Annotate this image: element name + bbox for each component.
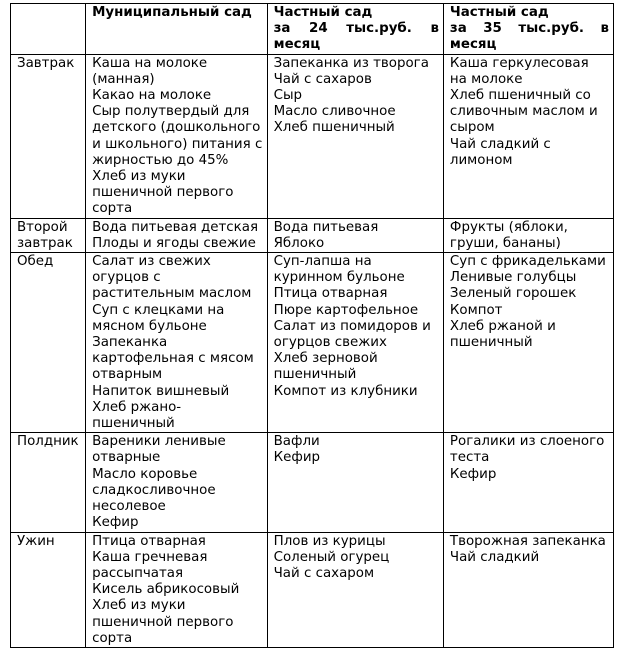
table-row — [11, 433, 614, 532]
header-private-24-line2 — [274, 21, 439, 37]
menu-item: Сыр полутвердый для детского (дошкольного и школьного) питания с жирностью до 45% — [92, 104, 263, 168]
menu-item: Хлеб пшеничный со сливочным маслом и сыром — [449, 88, 598, 136]
menu-item: Пюре картофельное — [273, 302, 419, 318]
menu-item: Хлеб ржаной и пшеничный — [449, 318, 556, 351]
private-35-cell — [443, 54, 613, 218]
header-municipal-label: Муниципальный сад — [92, 5, 252, 20]
header-private-35-word: за — [449, 21, 467, 37]
menu-item: Рогалики из слоеного теста — [449, 434, 605, 466]
header-private-35-word: 35 — [483, 21, 502, 37]
menu-item: Салат из свежих огурцов с растительным маслом — [92, 254, 252, 302]
header-private-35 — [443, 4, 613, 55]
menu-item: Хлеб из муки пшеничной первого сорта — [92, 598, 234, 646]
header-private-24-word: за — [273, 21, 291, 37]
menu-item: Вафли — [273, 434, 320, 450]
menu-item: Кисель абрикосовый — [92, 582, 240, 598]
menu-item: Вода питьевая — [273, 219, 379, 235]
menu-item: Кефир — [449, 466, 497, 482]
menu-item: Плов из курицы — [273, 533, 386, 549]
menu-item: Соленый огурец — [273, 549, 390, 565]
menu-item: Напиток вишневый — [92, 383, 230, 399]
meal-name-cell — [11, 433, 86, 532]
menu-item: Кефир — [273, 450, 321, 466]
header-private-35-word: тыс.руб. — [518, 21, 585, 37]
meal-name: Полдник — [17, 434, 79, 450]
private-24-cell — [267, 218, 443, 252]
meal-name: Второй завтрак — [17, 219, 73, 251]
header-private-35-line2 — [450, 21, 609, 37]
private-35-cell — [443, 433, 613, 532]
private-24-cell — [267, 253, 443, 433]
meal-name-cell — [11, 532, 86, 647]
menu-item: Суп-лапша на куринном бульоне — [273, 254, 405, 286]
menu-item: Вареники ленивые отварные — [92, 434, 226, 466]
header-meal-column — [11, 4, 86, 55]
menu-item: Плоды и ягоды свежие — [92, 235, 256, 251]
bottom-fade — [0, 663, 620, 671]
menu-item: Суп с фрикадельками — [449, 254, 606, 270]
menu-item: Вода питьевая детская — [92, 219, 259, 235]
menu-item: Суп с клецками на мясном бульоне — [92, 302, 225, 334]
header-private-24-word: 24 — [309, 21, 328, 37]
municipal-cell — [86, 218, 268, 252]
menu-item: Компот из клубники — [273, 383, 418, 399]
menu-item: Хлеб зерновой пшеничный — [273, 351, 378, 383]
menu-item: Каша геркулесовая на молоке — [449, 55, 589, 87]
menu-item: Яблоко — [273, 235, 325, 251]
header-private-24-line3: месяц — [273, 37, 321, 53]
menu-comparison-table — [10, 3, 614, 648]
table-header-row — [11, 4, 614, 55]
table-row — [11, 532, 614, 647]
menu-item: Хлеб из муки пшеничной первого сорта — [92, 169, 234, 217]
municipal-cell — [86, 433, 268, 532]
private-24-cell — [267, 532, 443, 647]
header-private-24-word: в — [430, 21, 439, 37]
municipal-cell — [86, 54, 268, 218]
menu-item: Хлеб пшеничный — [273, 120, 395, 136]
menu-item: Ленивые голубцы — [449, 270, 577, 286]
meal-name: Обед — [17, 254, 54, 270]
header-municipal — [86, 4, 268, 55]
meal-name: Ужин — [17, 533, 55, 549]
menu-item: Сыр — [273, 88, 303, 104]
menu-item: Творожная запеканка — [449, 533, 606, 549]
menu-item: Каша на молоке (манная) — [92, 55, 208, 87]
menu-item: Компот — [449, 302, 503, 318]
table-row — [11, 54, 614, 218]
menu-item: Чай сладкий с лимоном — [449, 136, 551, 168]
menu-item: Чай с сахаром — [273, 565, 375, 581]
header-private-24-word: тыс.руб. — [346, 21, 412, 37]
menu-item: Запеканка картофельная с мясом отварным — [92, 335, 254, 383]
menu-item: Хлеб ржано-пшеничный — [92, 399, 182, 432]
header-private-24-line1: Частный сад — [273, 5, 373, 20]
menu-item: Кефир — [92, 515, 139, 531]
menu-item: Запеканка из творога — [273, 55, 429, 71]
private-24-cell — [267, 433, 443, 532]
private-35-cell — [443, 532, 613, 647]
menu-item: Масло коровье сладкосливочное несолевое — [92, 466, 216, 515]
table-row — [11, 218, 614, 252]
private-24-cell — [267, 54, 443, 218]
table-row — [11, 253, 614, 433]
menu-item: Чай сладкий — [449, 549, 540, 565]
menu-item: Каша гречневая рассыпчатая — [92, 549, 208, 581]
header-private-35-line3: месяц — [449, 37, 497, 53]
meal-name-cell — [11, 54, 86, 218]
table-body — [11, 54, 614, 647]
menu-item: Чай с сахаров — [273, 71, 372, 87]
menu-item: Птица отварная — [92, 533, 206, 549]
private-35-cell — [443, 218, 613, 252]
municipal-cell — [86, 532, 268, 647]
menu-item: Зеленый горошек — [449, 286, 577, 302]
menu-item: Птица отварная — [273, 286, 388, 302]
header-private-35-word: в — [600, 21, 609, 37]
meal-name: Завтрак — [17, 55, 75, 71]
meal-name-cell — [11, 218, 86, 252]
menu-item: Салат из помидоров и огурцов свежих — [273, 318, 431, 351]
private-35-cell — [443, 253, 613, 433]
header-private-35-line1: Частный сад — [449, 5, 549, 20]
header-private-24 — [267, 4, 443, 55]
municipal-cell — [86, 253, 268, 433]
menu-item: Масло сливочное — [273, 104, 396, 120]
meal-name-cell — [11, 253, 86, 433]
menu-item: Какао на молоке — [92, 88, 212, 104]
menu-item: Фрукты (яблоки, груши, бананы) — [449, 219, 568, 251]
